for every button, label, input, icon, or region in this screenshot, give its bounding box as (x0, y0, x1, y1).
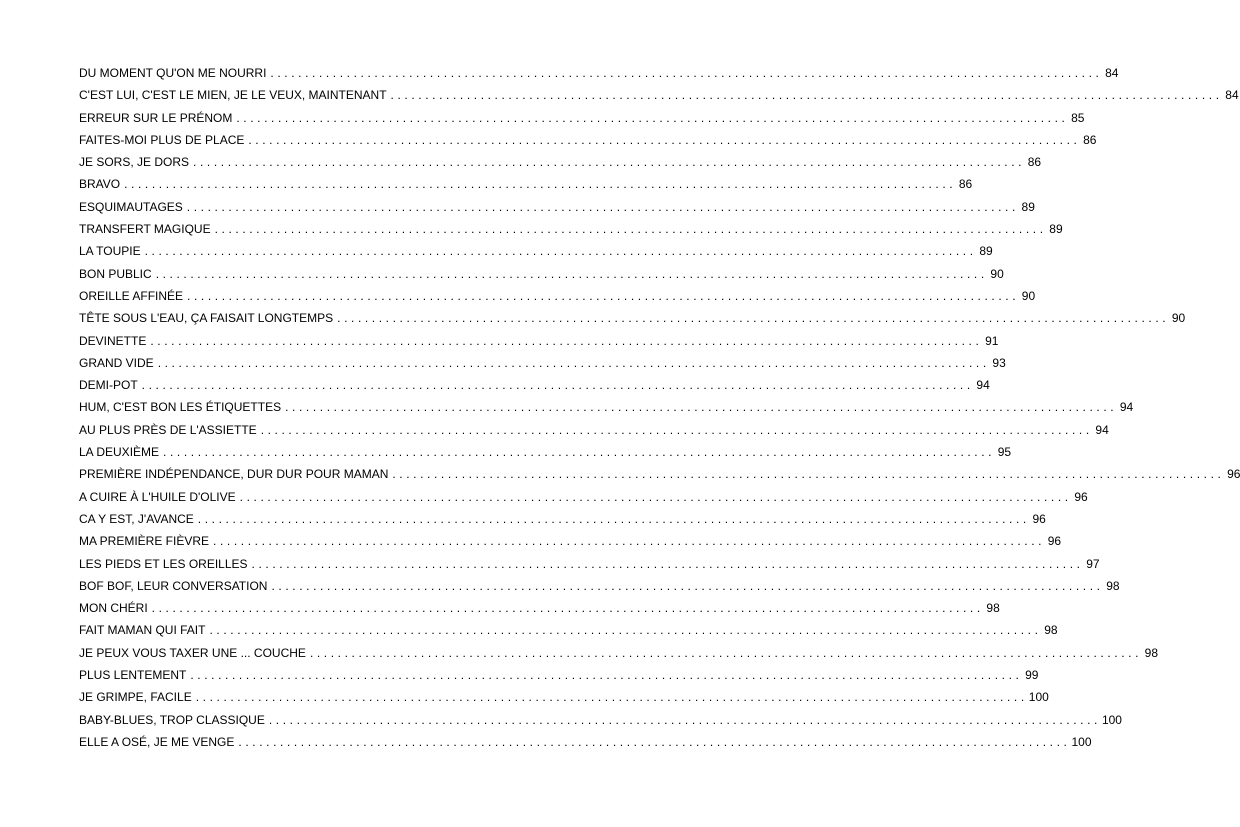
toc-entry (79, 196, 1035, 218)
toc-leader-dots: ........................................................................................................................ (193, 155, 1026, 170)
toc-leader-dots: ........................................................................................................................ (285, 400, 1118, 415)
toc-entry (79, 218, 1063, 240)
toc-entry-page-number: 96 (1032, 511, 1046, 526)
toc-entry (79, 597, 1000, 619)
toc-entry-page-number: 89 (1021, 199, 1035, 214)
toc-entry (79, 486, 1088, 508)
toc-entry (79, 709, 1122, 731)
toc-leader-dots: ........................................................................................................................ (157, 355, 990, 370)
toc-entry-title: ERREUR SUR LE PRÉNOM (79, 110, 233, 125)
toc-leader-dots: ........................................................................................................................ (155, 266, 988, 281)
table-of-contents (79, 62, 1240, 753)
toc-entry-title: ELLE A OSÉ, JE ME VENGE (79, 734, 235, 749)
toc-leader-dots: ........................................................................................................................ (390, 88, 1223, 103)
toc-entry-title: TRANSFERT MAGIQUE (79, 222, 211, 237)
toc-leader-dots: ........................................................................................................................ (150, 333, 983, 348)
toc-entry-page-number: 90 (1171, 311, 1186, 326)
toc-leader-dots: ........................................................................................................................ (248, 132, 1081, 147)
toc-entry-page-number: 84 (1225, 88, 1239, 103)
toc-entry (79, 263, 1004, 285)
toc-entry-page-number: 96 (1047, 534, 1062, 549)
toc-entry-title: BRAVO (79, 177, 121, 192)
toc-leader-dots: ........................................................................................................................ (271, 578, 1104, 593)
toc-entry (79, 441, 1012, 463)
toc-entry-title: OREILLE AFFINÉE (79, 288, 184, 303)
toc-entry-title: LES PIEDS ET LES OREILLES (79, 556, 248, 571)
toc-entry (79, 642, 1159, 664)
toc-entry-title: FAIT MAMAN QUI FAIT (79, 623, 206, 638)
toc-entry-title: DEVINETTE (79, 333, 147, 348)
toc-entry-title: TÊTE SOUS L'EAU, ÇA FAISAIT LONGTEMPS (79, 311, 334, 326)
toc-leader-dots: ........................................................................................................................ (195, 690, 1028, 705)
toc-leader-dots: ........................................................................................................................ (251, 556, 1084, 571)
toc-entry (79, 396, 1134, 418)
toc-leader-dots: ........................................................................................................................ (268, 712, 1101, 727)
toc-entry-page-number: 100 (1071, 734, 1092, 749)
toc-leader-dots: ........................................................................................................................ (270, 66, 1103, 80)
toc-entry-title: LA TOUPIE (79, 244, 141, 259)
toc-entry-title: BOF BOF, LEUR CONVERSATION (79, 578, 268, 593)
toc-entry-page-number: 98 (986, 601, 1000, 616)
toc-entry-title: C'EST LUI, C'EST LE MIEN, JE LE VEUX, MAINTENANT (79, 88, 387, 103)
toc-entry-page-number: 86 (1083, 132, 1097, 147)
toc-entry-page-number: 90 (990, 266, 1004, 281)
toc-entry (79, 285, 1036, 307)
toc-leader-dots: ........................................................................................................................ (239, 489, 1072, 504)
toc-entry-page-number: 95 (997, 445, 1012, 460)
toc-entry-page-number: 97 (1086, 556, 1100, 571)
toc-entry-title: LA DEUXIÈME (79, 445, 160, 460)
toc-entry-page-number: 89 (979, 244, 993, 259)
toc-entry (79, 374, 990, 396)
toc-entry (79, 619, 1058, 641)
toc-entry (79, 330, 999, 352)
toc-entry-page-number: 96 (1227, 467, 1240, 482)
toc-leader-dots: ........................................................................................................................ (214, 222, 1047, 237)
toc-entry (79, 553, 1100, 575)
toc-entry (79, 419, 1109, 441)
toc-entry-title: ESQUIMAUTAGES (79, 199, 183, 214)
toc-leader-dots: ........................................................................................................................ (236, 110, 1069, 125)
toc-entry (79, 240, 993, 262)
toc-entry-title: PLUS LENTEMENT (79, 668, 187, 683)
toc-entry-title: DU MOMENT QU'ON ME NOURRI (79, 66, 267, 80)
toc-entry-page-number: 86 (958, 177, 973, 192)
toc-leader-dots: ........................................................................................................................ (141, 378, 974, 393)
toc-entry-title: JE PEUX VOUS TAXER UNE ... COUCHE (79, 645, 306, 660)
toc-leader-dots: ........................................................................................................................ (238, 734, 1071, 749)
toc-entry-title: GRAND VIDE (79, 355, 154, 370)
toc-entry-title: AU PLUS PRÈS DE L'ASSIETTE (79, 422, 257, 437)
toc-leader-dots: ........................................................................................................................ (197, 511, 1030, 526)
toc-entry-title: MON CHÉRI (79, 601, 148, 616)
toc-entry (79, 151, 1042, 173)
toc-entry-page-number: 84 (1105, 66, 1119, 80)
toc-entry-title: BON PUBLIC (79, 266, 152, 281)
toc-entry-title: FAITES-MOI PLUS DE PLACE (79, 132, 245, 147)
toc-leader-dots: ........................................................................................................................ (209, 623, 1042, 638)
toc-entry-page-number: 94 (1119, 400, 1134, 415)
toc-entry-page-number: 98 (1044, 623, 1058, 638)
toc-entry-page-number: 85 (1071, 110, 1085, 125)
toc-leader-dots: ........................................................................................................................ (213, 534, 1046, 549)
toc-entry-page-number: 96 (1074, 489, 1088, 504)
toc-entry-title: A CUIRE À L'HUILE D'OLIVE (79, 489, 236, 504)
toc-entry-page-number: 94 (1095, 422, 1109, 437)
toc-entry-page-number: 99 (1025, 668, 1039, 683)
toc-entry (79, 307, 1186, 329)
toc-entry-page-number: 91 (985, 333, 999, 348)
toc-entry (79, 686, 1049, 708)
toc-entry-title: HUM, C'EST BON LES ÉTIQUETTES (79, 400, 282, 415)
toc-leader-dots: ........................................................................................................................ (186, 199, 1019, 214)
toc-entry-title: DEMI-POT (79, 378, 138, 393)
toc-leader-dots: ........................................................................................................................ (151, 601, 984, 616)
toc-entry (79, 463, 1240, 485)
toc-entry-page-number: 90 (1021, 288, 1036, 303)
toc-entry (79, 530, 1062, 552)
toc-entry-title: CA Y EST, J'AVANCE (79, 511, 194, 526)
toc-leader-dots: ........................................................................................................................ (337, 311, 1170, 326)
toc-entry (79, 731, 1092, 753)
toc-entry (79, 508, 1046, 530)
toc-entry-page-number: 94 (976, 378, 990, 393)
toc-leader-dots: ........................................................................................................................ (260, 422, 1093, 437)
toc-entry (79, 352, 1006, 374)
toc-entry-page-number: 100 (1101, 712, 1122, 727)
toc-entry-title: MA PREMIÈRE FIÈVRE (79, 534, 210, 549)
toc-entry-title: JE GRIMPE, FACILE (79, 690, 192, 705)
toc-entry-page-number: 98 (1106, 578, 1120, 593)
toc-leader-dots: ........................................................................................................................ (392, 467, 1225, 482)
toc-leader-dots: ........................................................................................................................ (163, 445, 996, 460)
toc-entry-page-number: 86 (1027, 155, 1042, 170)
toc-leader-dots: ........................................................................................................................ (187, 288, 1020, 303)
toc-entry-page-number: 93 (992, 355, 1006, 370)
toc-leader-dots: ........................................................................................................................ (309, 645, 1143, 660)
toc-entry (79, 129, 1097, 151)
toc-entry (79, 173, 973, 195)
toc-entry-title: JE SORS, JE DORS (79, 155, 190, 170)
toc-leader-dots: ........................................................................................................................ (124, 177, 957, 192)
toc-entry-title: PREMIÈRE INDÉPENDANCE, DUR DUR POUR MAMAN (79, 467, 389, 482)
toc-entry (79, 107, 1085, 129)
toc-entry (79, 62, 1119, 84)
toc-entry (79, 664, 1039, 686)
toc-entry-page-number: 100 (1028, 690, 1049, 705)
toc-leader-dots: ........................................................................................................................ (190, 668, 1023, 683)
toc-entry-title: BABY-BLUES, TROP CLASSIQUE (79, 712, 265, 727)
toc-entry-page-number: 98 (1144, 645, 1159, 660)
toc-entry-page-number: 89 (1049, 222, 1063, 237)
toc-entry (79, 84, 1239, 106)
toc-entry (79, 575, 1120, 597)
toc-leader-dots: ........................................................................................................................ (144, 244, 977, 259)
